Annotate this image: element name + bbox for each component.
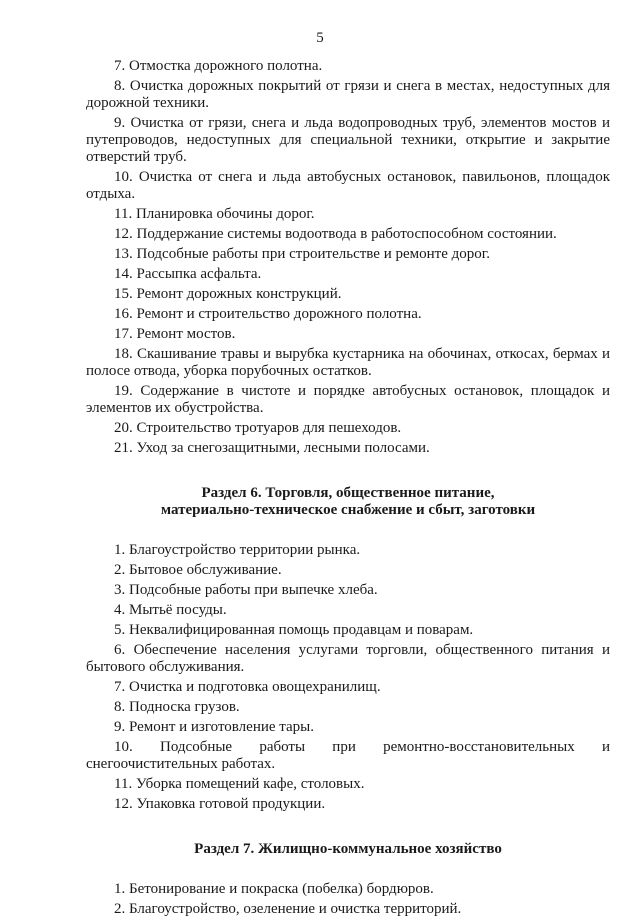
list-item: 18. Скашивание травы и вырубка кустарника на обочинах, откосах, бермах и полосе отвода, уборка порубочных остатков. (86, 346, 610, 379)
list-item: 8. Очистка дорожных покрытий от грязи и снега в местах, недоступных для дорожной техники. (86, 78, 610, 111)
list-item: 16. Ремонт и строительство дорожного полотна. (114, 306, 422, 322)
list-item: 14. Рассыпка асфальта. (114, 266, 262, 282)
list-item: 10. Подсобные работы при ремонтно-восстановительных и снегоочистительных работах. (86, 739, 610, 772)
list-item: 5. Неквалифицированная помощь продавцам и поварам. (114, 622, 474, 638)
list-item: 19. Содержание в чистоте и порядке автобусных остановок, площадок и элементов их обустройства. (86, 383, 610, 416)
list-item: 20. Строительство тротуаров для пешеходов. (114, 420, 402, 436)
list-item: 11. Уборка помещений кафе, столовых. (114, 776, 365, 792)
list-item: 1. Благоустройство территории рынка. (114, 542, 361, 558)
list-item: 12. Упаковка готовой продукции. (114, 796, 326, 812)
list-item: 2. Бытовое обслуживание. (114, 562, 282, 578)
list-item: 8. Подноска грузов. (114, 699, 240, 715)
list-item: 15. Ремонт дорожных конструкций. (114, 286, 342, 302)
list-item: 2. Благоустройство, озеленение и очистка территорий. (114, 901, 462, 917)
list-item: 7. Очистка и подготовка овощехранилищ. (114, 679, 381, 695)
list-top (86, 58, 610, 457)
list-item: 4. Мытьё посуды. (114, 602, 227, 618)
list-item: 12. Поддержание системы водоотвода в работоспособном состоянии. (114, 226, 557, 242)
list-item: 1. Бетонирование и покраска (побелка) бордюров. (114, 881, 434, 897)
document-body (86, 58, 610, 921)
list-item: 7. Отмостка дорожного полотна. (114, 58, 323, 74)
list-item: 9. Очистка от грязи, снега и льда водопроводных труб, элементов мостов и путепроводов, недоступных для специальной техники, открытие и закрытие отверстий труб. (86, 115, 610, 165)
page-number: 5 (316, 30, 324, 46)
section-6-title-line-1: Раздел 6. Торговля, общественное питание, (201, 485, 495, 501)
list-item: 11. Планировка обочины дорог. (114, 206, 315, 222)
list-item: 10. Очистка от снега и льда автобусных остановок, павильонов, площадок отдыха. (86, 169, 610, 202)
section-7-list (86, 881, 610, 918)
list-item: 3. Подсобные работы при выпечке хлеба. (114, 582, 378, 598)
list-item: 21. Уход за снегозащитными, лесными полосами. (114, 440, 430, 456)
list-item: 17. Ремонт мостов. (114, 326, 236, 342)
list-item: 9. Ремонт и изготовление тары. (114, 719, 315, 735)
section-6-list (86, 542, 610, 813)
list-item: 6. Обеспечение населения услугами торговли, общественного питания и бытового обслуживания. (86, 642, 610, 675)
section-6-title-line-2: материально-техническое снабжение и сбыт, заготовки (160, 502, 536, 518)
section-7-title: Раздел 7. Жилищно-коммунальное хозяйство (194, 841, 502, 857)
list-item: 13. Подсобные работы при строительстве и ремонте дорог. (114, 246, 490, 262)
